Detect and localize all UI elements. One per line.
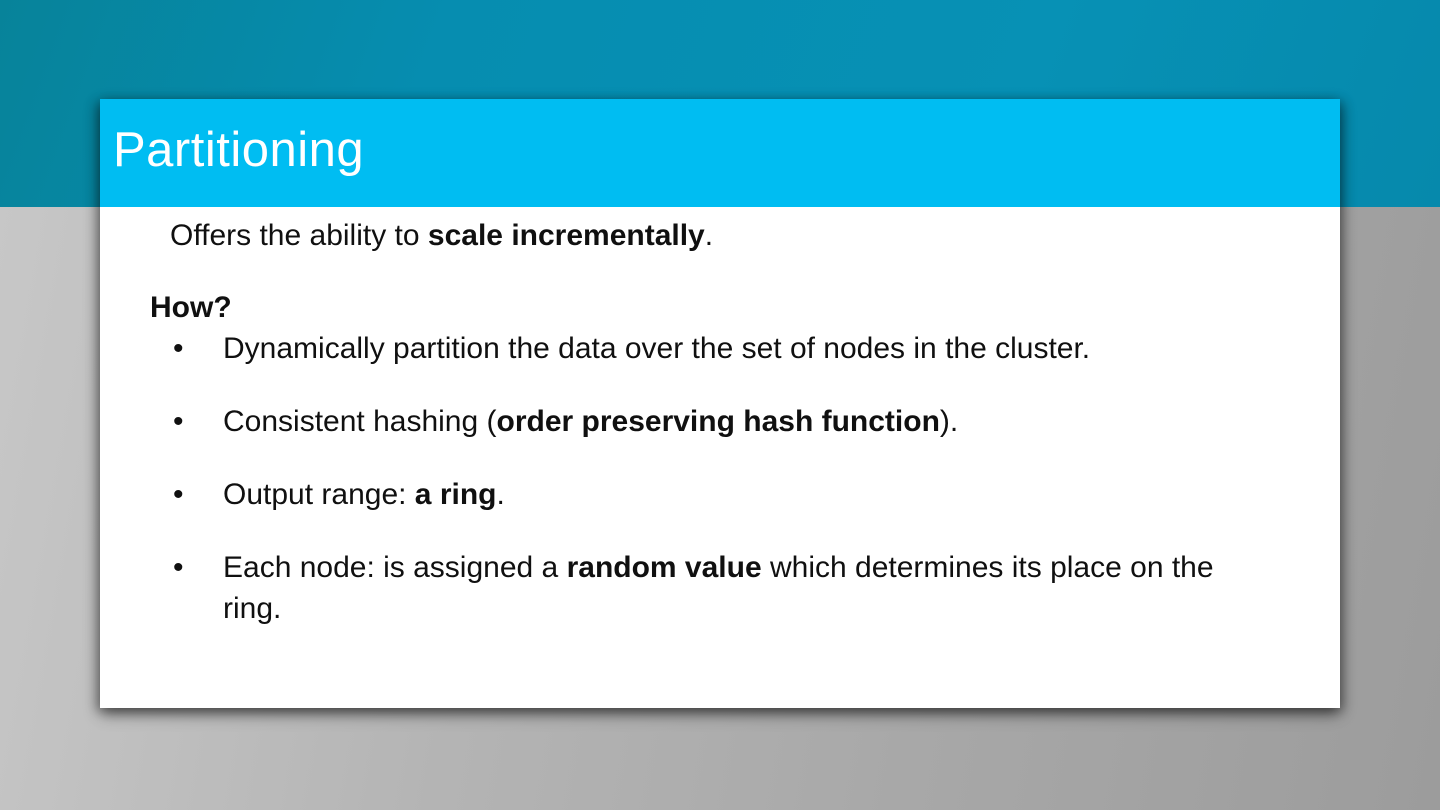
slide-card [100,99,1340,708]
bullet-4-text: Each node: is assigned a [223,551,567,584]
bullet-2-text-bold: order preserving hash function [496,405,940,438]
slide-title-band [100,99,1340,207]
bullet-dot-icon: • [173,478,184,511]
bullet-dot-icon: • [173,405,184,438]
bullet-4-text-bold: random value [566,551,762,584]
intro-line [170,215,713,256]
slide-title: Partitioning [113,122,365,177]
bullet-list [100,328,1298,629]
bullet-item-1 [100,328,1268,369]
intro-text-end: . [704,219,714,252]
bullet-4-text-end: which determines its place on the ring. [223,551,1214,625]
bullet-3-text: Output range: [223,478,415,511]
bullet-item-2 [100,401,1268,442]
how-heading: How? [150,291,232,324]
bullet-3-text-end: . [496,478,505,511]
bullet-1-text: Dynamically partition the data over the set of nodes in the cluster. [223,332,1091,365]
bullet-item-4 [100,547,1268,629]
slide-body [100,207,1340,708]
bullet-item-3 [100,474,1268,515]
bullet-2-text: Consistent hashing ( [223,405,497,438]
bullet-3-text-bold: a ring [414,478,497,511]
intro-text-bold: scale incrementally [427,219,705,252]
bullet-dot-icon: • [173,332,184,365]
bullet-dot-icon: • [173,551,184,584]
intro-text: Offers the ability to [170,219,428,252]
bullet-2-text-end: ). [939,405,959,438]
